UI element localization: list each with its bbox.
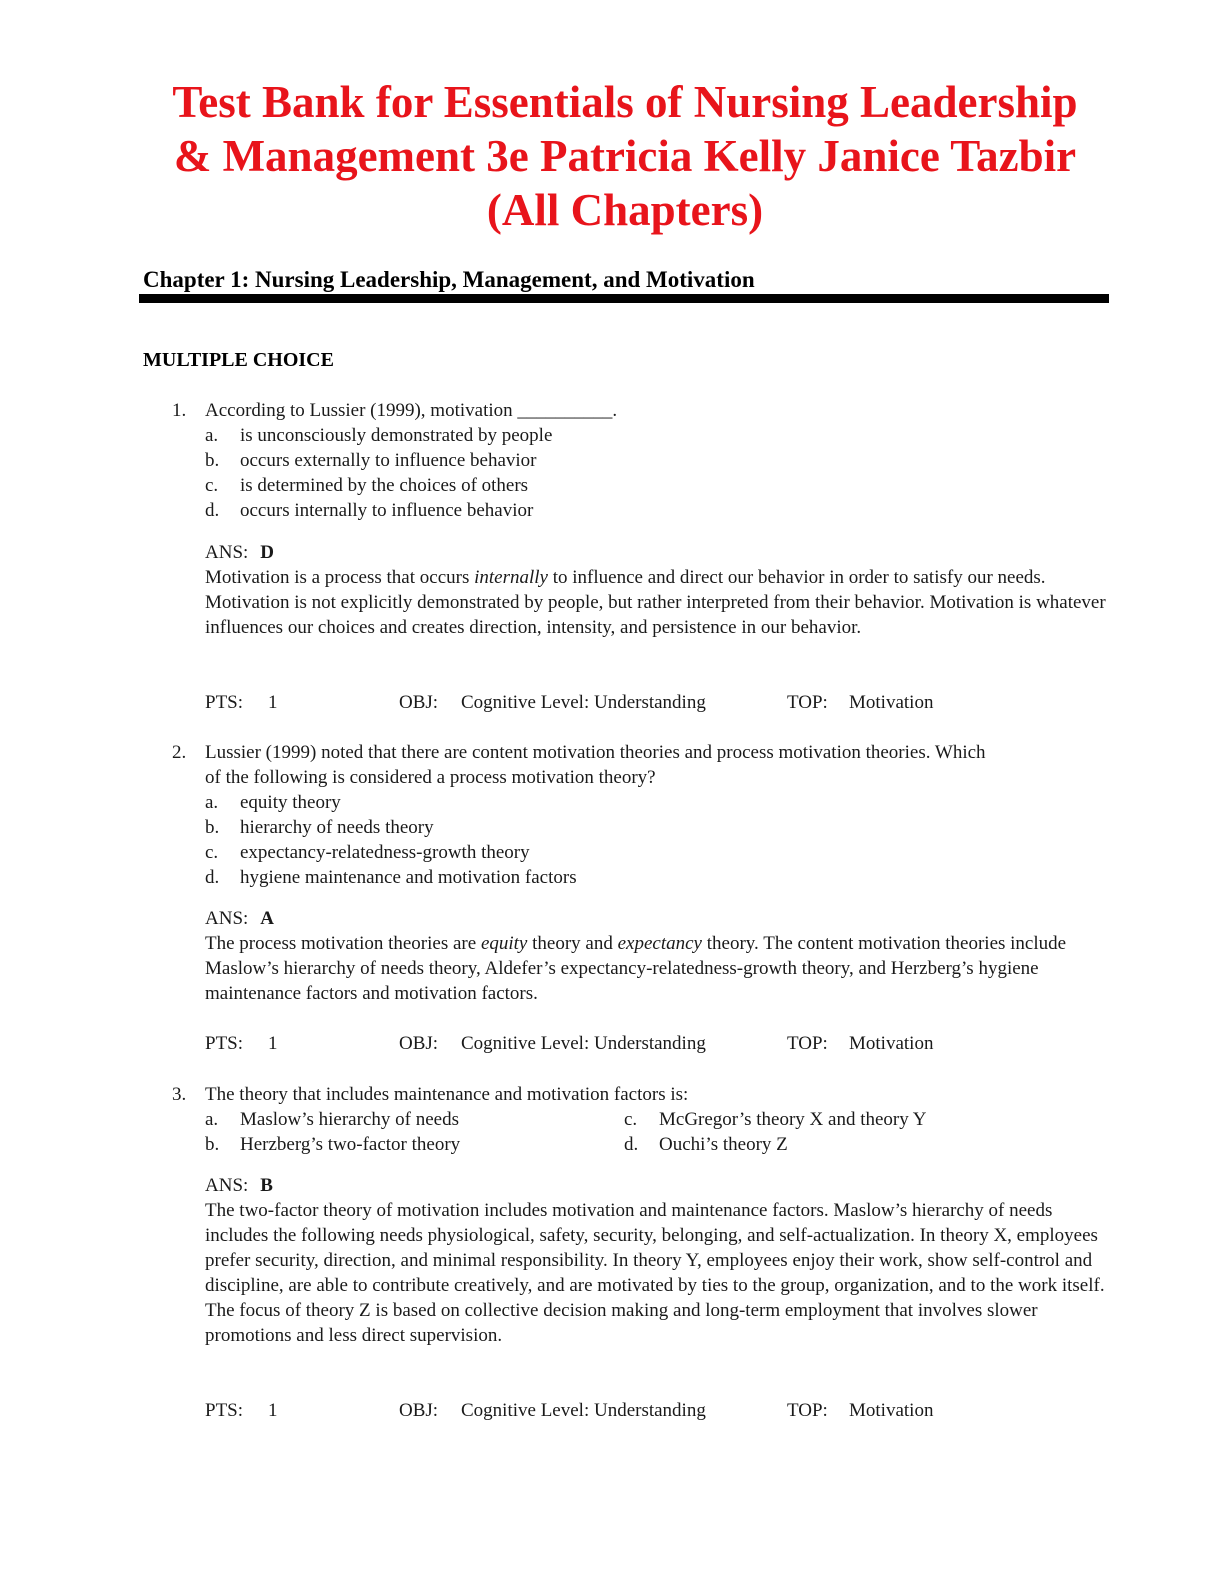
- title-line: & Management 3e Patricia Kelly Janice Tazbir: [173, 131, 1077, 181]
- emphasis-text: internally: [474, 567, 548, 588]
- answer-option-b: b. occurs externally to influence behavior: [205, 450, 537, 471]
- answer-option-c: c. McGregor’s theory X and theory Y: [624, 1109, 927, 1130]
- rationale-text: Motivation is a process that occurs: [205, 567, 475, 588]
- answer-option-a: a. is unconsciously demonstrated by people: [205, 425, 553, 446]
- answer-option-b: b. hierarchy of needs theory: [205, 817, 434, 838]
- rationale-text: The process motivation theories are: [205, 933, 481, 954]
- answer-key: ANS: B: [205, 1175, 273, 1196]
- rationale: [205, 1198, 1110, 1348]
- question-stem: According to Lussier (1999), motivation __________.: [205, 400, 618, 421]
- emphasis-text: equity: [480, 933, 528, 954]
- rationale-text: theory. The content motivation theories include Maslow’s hierarchy of needs theory, Aldefer’s expectancy-relatedness-growth theory, and Herzberg’s hygiene maintenance factors and motivation factors.: [205, 933, 1067, 1004]
- chapter-heading: Chapter 1: Nursing Leadership, Management, and Motivation: [143, 267, 755, 292]
- answer-option-d: d. Ouchi’s theory Z: [624, 1134, 788, 1155]
- answer-option-c: c. expectancy-relatedness-growth theory: [205, 842, 530, 863]
- section-heading: MULTIPLE CHOICE: [143, 349, 334, 371]
- emphasis-text: expectancy: [617, 933, 702, 954]
- title-line: Test Bank for Essentials of Nursing Leadership: [172, 77, 1078, 127]
- document-title: [100, 75, 1150, 237]
- rationale-text: theory and: [527, 933, 618, 954]
- rationale-text: to influence and direct our behavior in order to satisfy our needs. Motivation is not explicitly demonstrated by people, but rather interpreted from their behavior. Motivation is whatever influences our choices and creates direction, intensity, and persistence in our behavior.: [205, 567, 1106, 638]
- rationale-text: The two-factor theory of motivation includes motivation and maintenance factors. Maslow’s hierarchy of needs includes the following needs physiological, safety, security, belonging, and self-actualization. In theory X, employees prefer security, direction, and minimal responsibility. In theory Y, employees enjoy their work, show self-control and discipline, are able to contribute creatively, and are motivated by ties to the group, organization, and to the work itself. The focus of theory Z is based on collective decision making and long-term employment that involves slower promotions and less direct supervision.: [205, 1200, 1105, 1346]
- chapter-rule: [139, 294, 1109, 303]
- question-number: 2.: [172, 742, 187, 763]
- question-number: 3.: [172, 1084, 187, 1105]
- answer-option-b: b. Herzberg’s two-factor theory: [205, 1134, 461, 1155]
- question-stem: The theory that includes maintenance and motivation factors is:: [205, 1084, 689, 1105]
- answer-key: ANS: D: [205, 542, 275, 563]
- question-stem: Lussier (1999) noted that there are content motivation theories and process motivation theories. Which: [205, 742, 986, 763]
- answer-option-a: a. Maslow’s hierarchy of needs: [205, 1109, 459, 1130]
- answer-option-a: a. equity theory: [205, 792, 341, 813]
- rationale: [205, 565, 1110, 640]
- rationale: [205, 931, 1110, 1006]
- question-stem: of the following is considered a process motivation theory?: [205, 767, 656, 788]
- question-number: 1.: [172, 400, 187, 421]
- answer-option-d: d. hygiene maintenance and motivation factors: [205, 867, 577, 888]
- answer-key: ANS: A: [205, 908, 275, 929]
- answer-option-c: c. is determined by the choices of others: [205, 475, 529, 496]
- title-line: (All Chapters): [486, 185, 764, 235]
- answer-option-d: d. occurs internally to influence behavior: [205, 500, 534, 521]
